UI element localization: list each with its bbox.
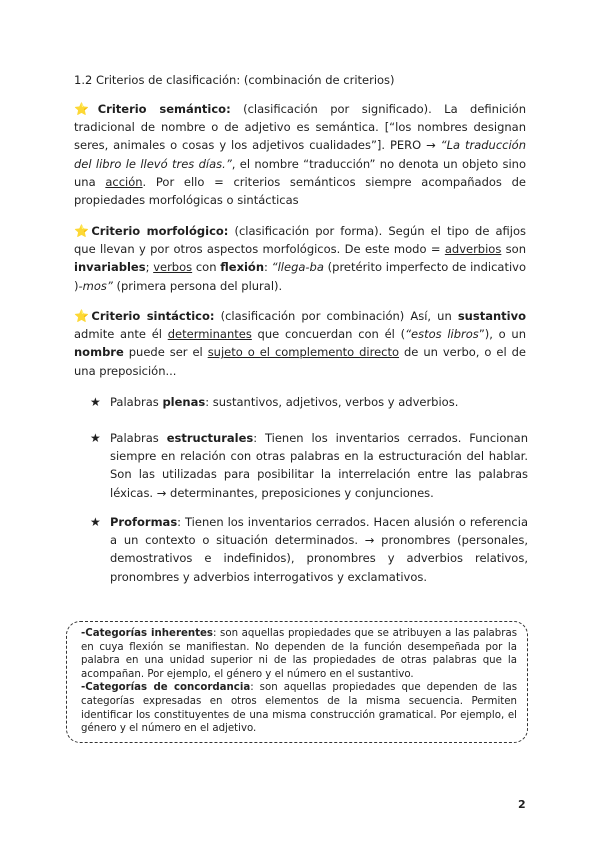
star-icon: ⭐ <box>74 309 92 323</box>
list-item-proformas: ★ Proformas: Tienen los inventarios cerrados. Hacen alusión o referencia a un contexto o situación determinados. → pronombres (personales, demostrativos e indefinidos), pronombres y adverbios relativos, pronombres y adverbios interrogativos y exclamativos. <box>90 515 528 584</box>
star-bullet-icon: ★ <box>90 395 101 409</box>
example-quote: “llega-ba <box>271 260 324 275</box>
example-quote: -mos” <box>78 278 113 293</box>
paragraph-syntactic-criterion: ⭐Criterio sintáctico: (clasificación por combinación) Así, un sustantivo admite ante él determinantes que concuerdan con él (“estos libros”), o un nombre puede ser el sujeto o el complemento directo de un verbo, o el de una preposición... <box>74 309 526 378</box>
star-icon: ⭐ <box>74 102 98 116</box>
bold-term: nombre <box>74 345 124 360</box>
morphological-label: Criterio morfológico: <box>91 224 229 238</box>
underlined-term: verbos <box>153 260 193 275</box>
underlined-term: adverbios <box>444 242 502 257</box>
underlined-term: determinantes <box>167 327 252 342</box>
star-icon: ⭐ <box>74 224 92 238</box>
underlined-term: acción <box>105 174 143 189</box>
bold-term: invariables <box>74 260 146 275</box>
syntactic-label: Criterio sintáctico: <box>91 309 215 323</box>
list-item-plenas: ★ Palabras plenas: sustantivos, adjetivos, verbos y adverbios. <box>90 393 528 411</box>
bold-term: sustantivo <box>457 309 526 323</box>
example-quote: “estos libros <box>405 327 479 342</box>
semantic-label: Criterio semántico: <box>97 102 231 116</box>
bold-term: flexión <box>220 260 265 275</box>
underlined-term: sujeto o el complemento directo <box>207 345 400 360</box>
example-quote: “La traducción del libro le llevó tres días.” <box>74 138 526 171</box>
star-bullet-icon: ★ <box>90 431 101 445</box>
page-number: 2 <box>518 798 526 811</box>
paragraph-morphological-criterion: ⭐Criterio morfológico: (clasificación por forma). Según el tipo de afijos que llevan y por otros aspectos morfológicos. De este modo = adverbios son invariables; verbos con flexión: “llega-ba (pretérito imperfecto de indicativo )-mos” (primera persona del plural). <box>74 224 526 293</box>
agreement-categories-note: -Categorías de concordancia: son aquellas propiedades que dependen de las categorías expresadas en otros elementos de la misma secuencia. Permiten identificar los constituyentes de una misma construcción gramatical. Por ejemplo, el género y el número en el adjetivo. <box>81 682 518 735</box>
star-bullet-icon: ★ <box>90 515 101 529</box>
list-item-estructurales: ★ Palabras estructurales: Tienen los inventarios cerrados. Funcionan siempre en relación con otras palabras en la estructuración del hablar. Son las utilizadas para posibilitar la interrelación entre las palabras léxicas. → determinantes, preposiciones y conjunciones. <box>90 431 528 500</box>
inherent-categories-note: -Categorías inherentes: son aquellas propiedades que se atribuyen a las palabras en cuya flexión se manifiestan. No dependen de la función desempeñada por la palabra en una unidad superior ni de las propiedades de otras palabras que la acompañan. Por ejemplo, el género y el número en el sustantivo. <box>81 628 517 680</box>
categories-note-box <box>66 621 528 743</box>
section-heading: 1.2 Criterios de clasificación: (combinación de criterios) <box>74 73 395 87</box>
paragraph-semantic-criterion: ⭐Criterio semántico: (clasificación por significado). La definición tradicional de nombre o de adjetivo es semántica. [“los nombres designan seres, animales o cosas y los adjetivos cualidades”]. PERO → “La traducción del libro le llevó tres días.”, el nombre “traducción” no denota un objeto sino una acción. Por ello = criterios semánticos siempre acompañados de propiedades morfológicas o sintácticas <box>74 102 526 208</box>
